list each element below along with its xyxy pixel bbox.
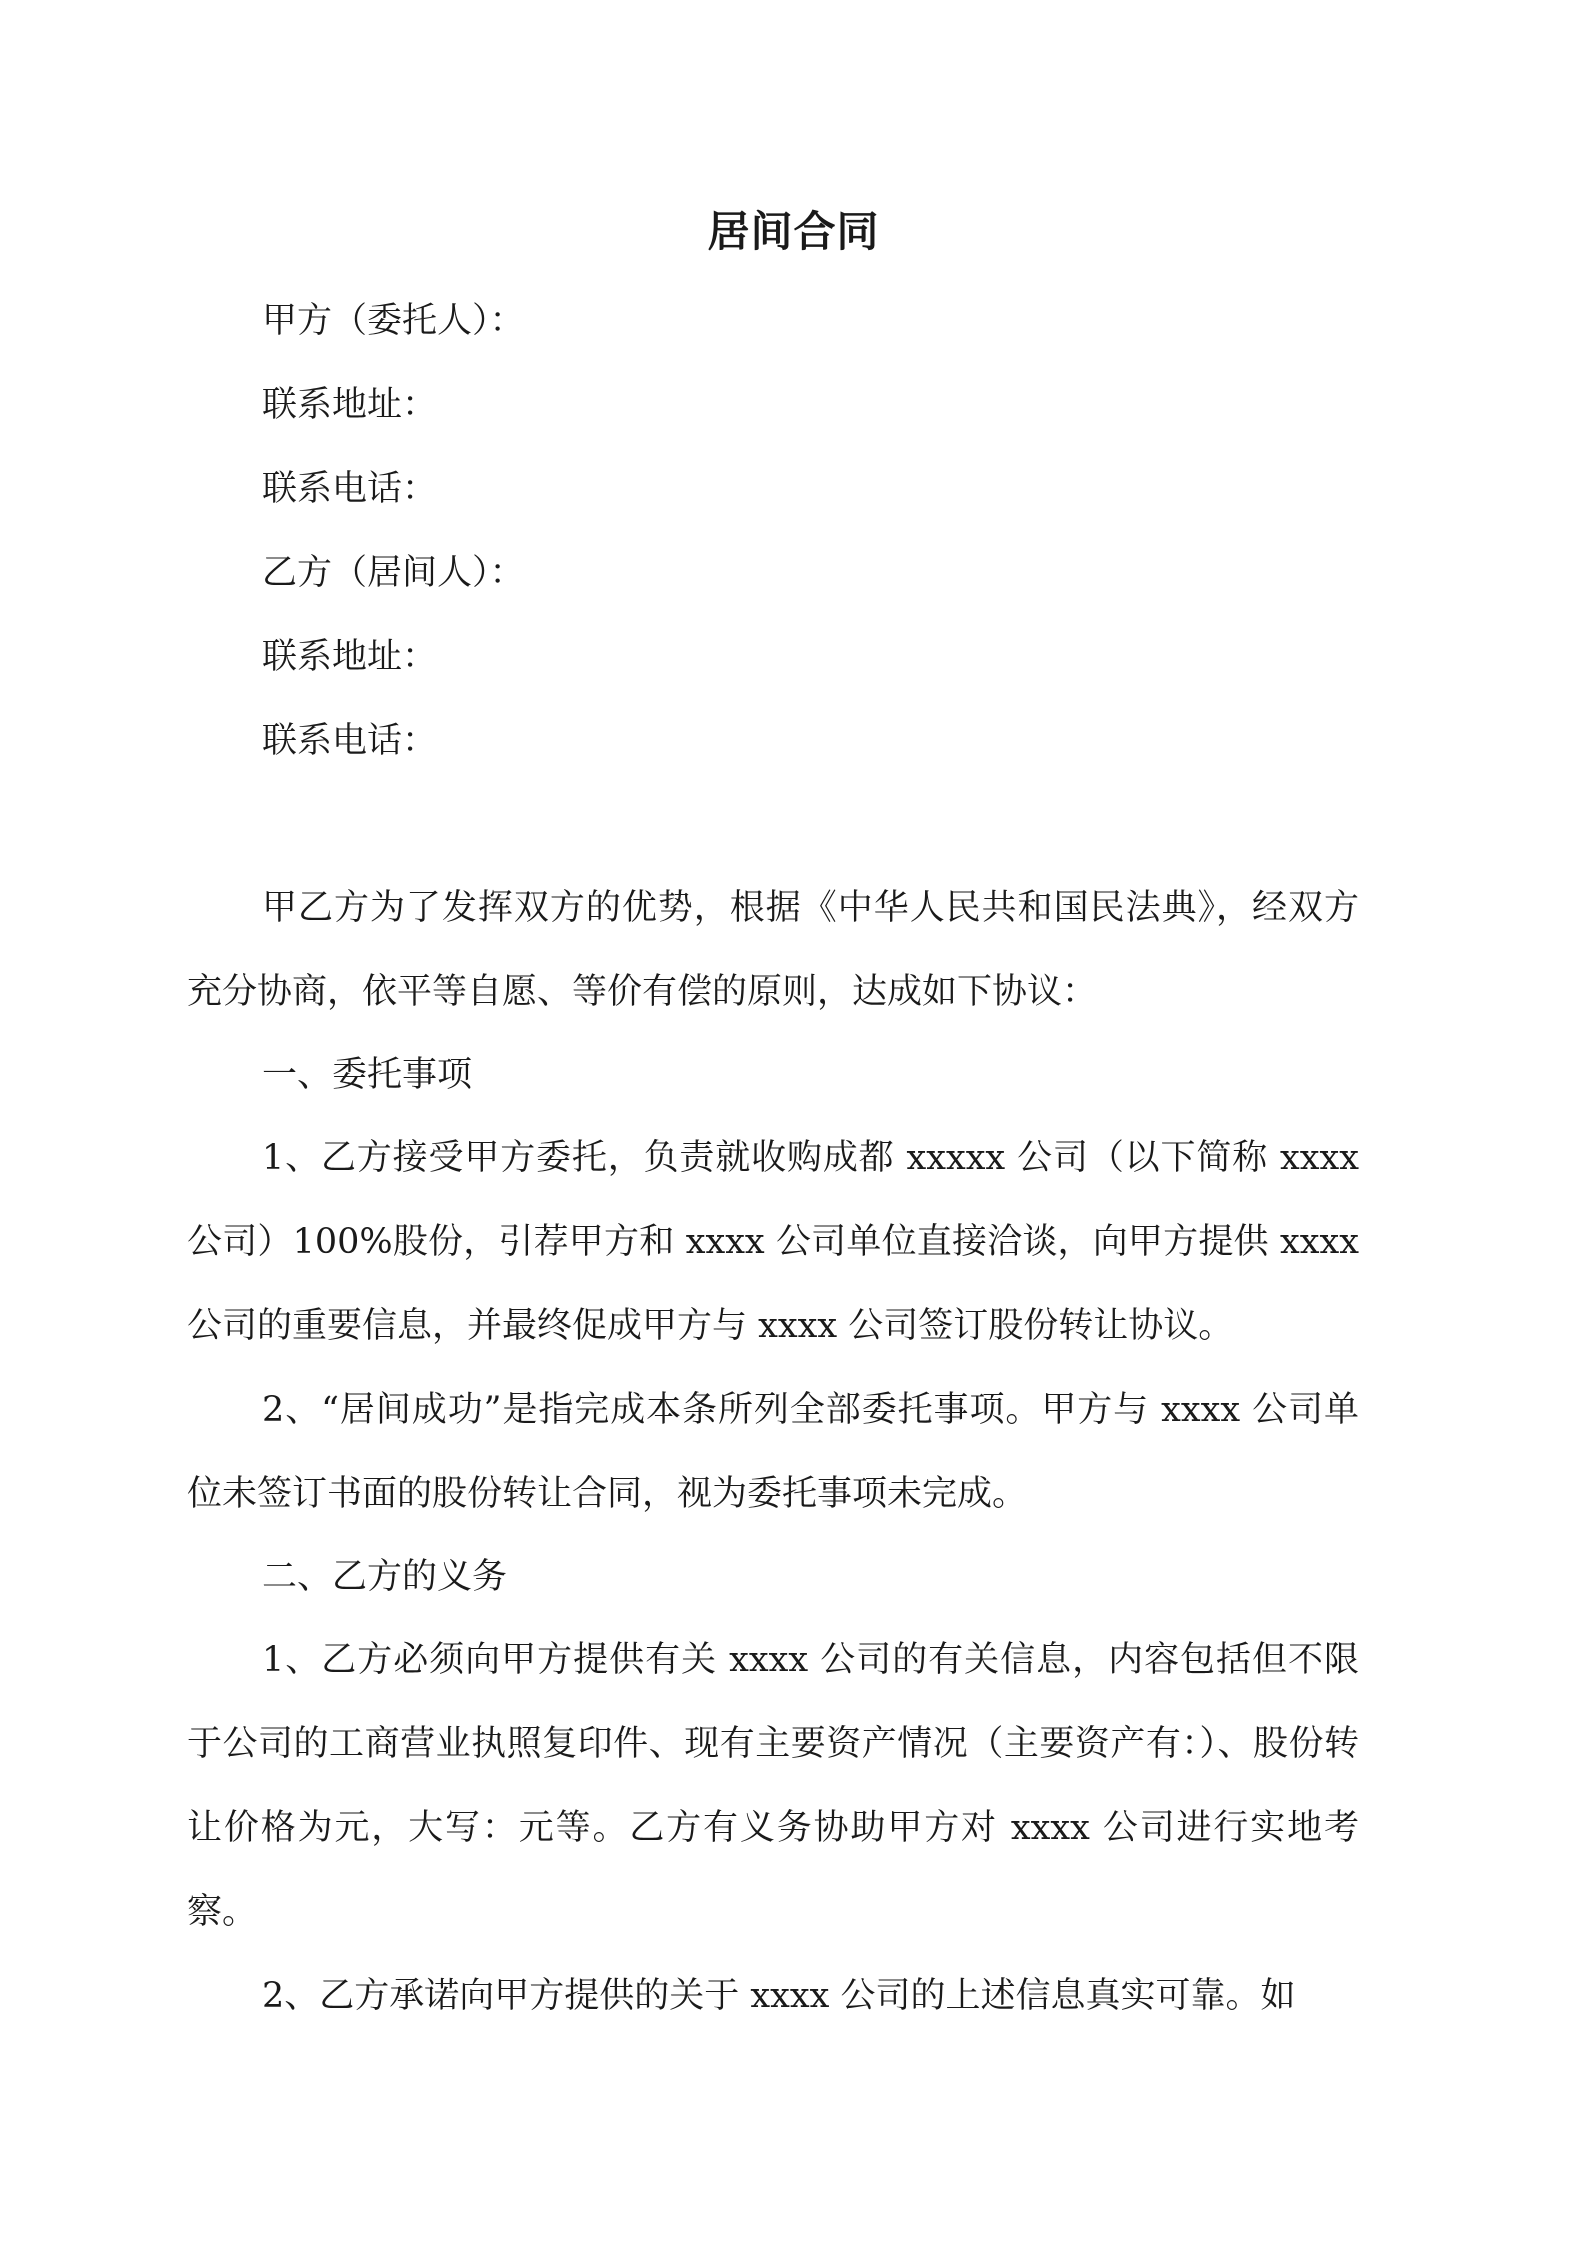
- party-b-address-label: 联系地址：: [262, 637, 438, 677]
- party-b-phone-label: 联系电话：: [262, 721, 438, 761]
- section-2-clause-2: 2、乙方承诺向甲方提供的关于 xxxx 公司的上述信息真实可靠。如: [262, 1976, 1296, 2016]
- party-a-label: 甲方（委托人）：: [262, 301, 525, 341]
- preamble-paragraph: 甲乙方为了发挥双方的优势，根据《中华人民共和国民法典》，经双方充分协商，依平等自愿、等价有偿的原则，达成如下协议：: [187, 888, 1359, 1012]
- section-1-clause-1: 1、乙方接受甲方委托，负责就收购成都 xxxxx 公司（以下简称 xxxx 公司）100%股份，引荐甲方和 xxxx 公司单位直接洽谈，向甲方提供 xxxx 公司的重要信息，并最终促成甲方与 xxxx 公司签订股份转让协议。: [187, 1138, 1359, 1346]
- document-title: 居间合同: [707, 207, 880, 256]
- section-1-heading: 一、委托事项: [262, 1055, 473, 1095]
- party-a-address-label: 联系地址：: [262, 385, 438, 425]
- section-2-heading: 二、乙方的义务: [262, 1557, 508, 1597]
- section-2-clause-1: 1、乙方必须向甲方提供有关 xxxx 公司的有关信息，内容包括但不限于公司的工商营业执照复印件、现有主要资产情况（主要资产有：）、股份转让价格为元，大写：元等。乙方有义务协助甲方对 xxxx 公司进行实地考察。: [187, 1640, 1359, 1932]
- party-b-label: 乙方（居间人）：: [262, 553, 525, 593]
- party-a-phone-label: 联系电话：: [262, 469, 438, 509]
- section-1-clause-2: 2、“居间成功”是指完成本条所列全部委托事项。甲方与 xxxx 公司单位未签订书面的股份转让合同，视为委托事项未完成。: [187, 1390, 1359, 1514]
